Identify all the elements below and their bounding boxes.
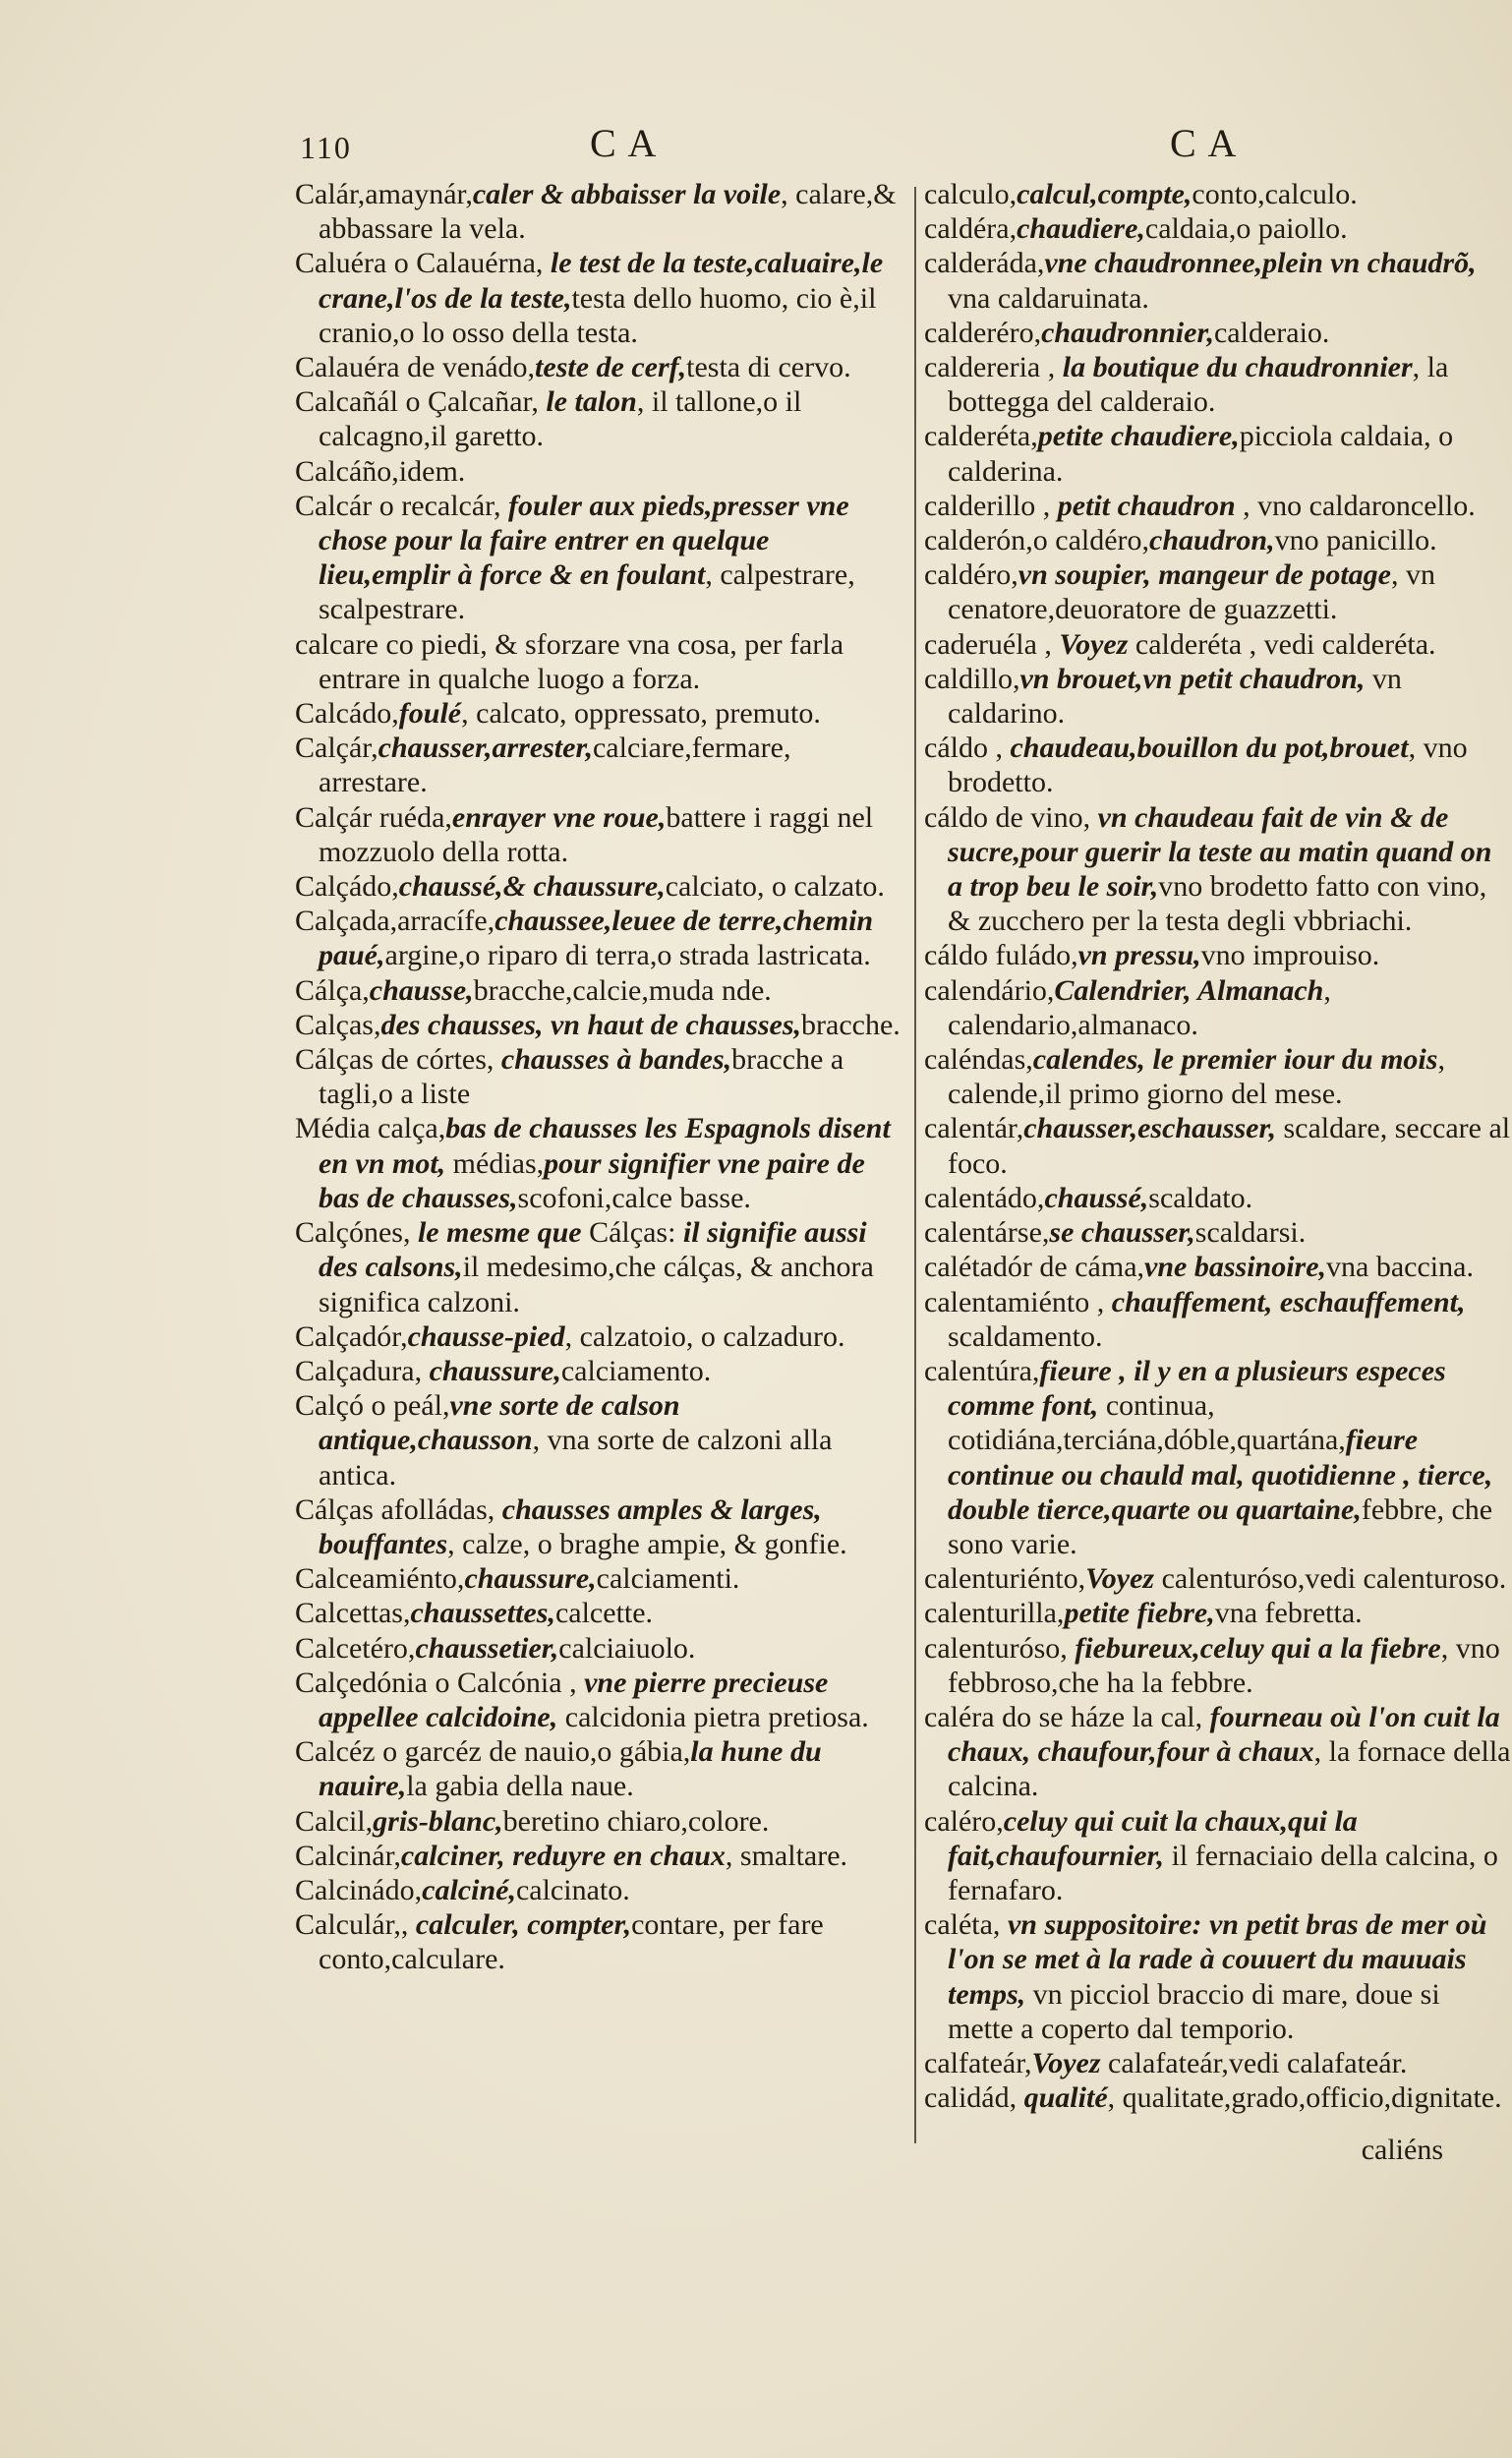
entry-text: , calcato, oppressato, premuto. [461,697,821,731]
entry-text: Calcettas, [295,1597,411,1630]
entry-text: vna caldaruinata. [948,281,1149,315]
dictionary-entry [295,1319,904,1354]
entry-text: , calare,& abbassare la vela. [319,178,897,246]
column-divider [914,187,916,2143]
dictionary-entry [924,557,1512,626]
french-gloss: chaussé, [1044,1181,1149,1214]
dictionary-entry [295,869,904,904]
entry-text: , vn cenatore,deuoratore de guazzetti. [948,558,1435,626]
entry-text: Calçónes, [295,1216,418,1250]
dictionary-entry [924,1631,1512,1700]
entry-text: calciamento. [560,1354,712,1387]
entry-text: calenturiénto, [924,1562,1086,1596]
entry-text: Cálças de córtes, [295,1043,501,1077]
entry-text: calentár, [924,1112,1024,1145]
french-gloss: vne sorte de calson antique,chausson [319,1389,680,1457]
dictionary-entry [295,1907,904,1976]
entry-text: calentúra, [924,1354,1040,1387]
entry-text: calderillo , [924,489,1058,522]
dictionary-entry [924,316,1512,350]
entry-text: scaldato. [1148,1181,1253,1214]
entry-text: caldéra, [924,212,1018,246]
entry-text: , vno caldaroncello. [1235,489,1476,522]
entry-text: scaldarsi. [1194,1216,1307,1250]
entry-text: Calcinádo, [295,1873,423,1906]
entry-text: Calcár o recalcár, [295,489,508,522]
french-gloss: il signifie aussi des calsons, [319,1216,867,1284]
entry-text: scaldare, seccare al foco. [948,1112,1511,1180]
entry-text: Calçedónia o Calcónia , [295,1666,585,1699]
french-gloss: chausse, [369,973,474,1007]
dictionary-entry [295,904,904,972]
entry-text: calidád, [924,2081,1024,2115]
entry-text: caléra do se háze la cal, [924,1700,1210,1733]
running-head-left: C A [590,121,659,165]
dictionary-entry [295,1388,904,1492]
entry-text: calcidonia pietra pretiosa. [557,1700,869,1733]
entry-text: vno panicillo. [1274,524,1437,557]
dictionary-entry [295,177,904,246]
entry-text: calciare,fermare, arrestare. [319,732,791,799]
entry-text: calderaio. [1213,316,1330,349]
entry-text: Calauéra de venádo, [295,351,536,384]
entry-text: caldillo, [924,662,1020,695]
dictionary-entry [295,350,904,384]
french-gloss: chaudeau,bouillon du pot,brouet [1010,732,1409,765]
dictionary-entry [295,1839,904,1873]
french-gloss: le talon [546,385,637,419]
entry-text: caldaia,o paiollo. [1144,212,1348,246]
french-gloss: vne pierre precieuse appellee calcidoine, [319,1666,829,1733]
dictionary-entry [924,973,1512,1042]
entry-text: febbre, che sono varie. [948,1492,1493,1560]
french-gloss: celuy qui cuit la chaux,qui la fait,chaufournier, [948,1804,1358,1872]
entry-text: Calçár ruéda, [295,800,452,834]
dictionary-entry [924,177,1512,211]
french-gloss: gris-blanc, [373,1804,503,1838]
french-gloss: fiebureux,celuy qui a la fiebre [1075,1631,1441,1665]
dictionary-entry [924,419,1512,488]
french-gloss: petite fiebre, [1064,1597,1215,1630]
french-gloss: la boutique du chaudronnier [1062,351,1413,384]
entry-text: il fernaciaio della calcina, o fernafaro. [948,1839,1498,1906]
french-gloss: petit chaudron [1057,489,1236,522]
entry-text: , la fornace della calcina. [948,1735,1511,1803]
french-gloss: vne bassinoire, [1144,1251,1327,1284]
french-gloss: qualité [1023,2081,1108,2115]
running-head-right: C A [1170,121,1239,165]
left-column [295,177,904,1977]
french-gloss: chausses à bandes, [500,1043,732,1077]
dictionary-entry [295,1008,904,1042]
entry-text: calderéro, [924,316,1042,349]
entry-text: calafateár,vedi calafateár. [1100,2046,1408,2079]
dictionary-entry [924,1285,1512,1354]
dictionary-entry [924,1907,1512,2046]
entry-text: vna baccina. [1326,1251,1474,1284]
dictionary-entry [295,1666,904,1734]
entry-text: Calçó o peál, [295,1389,450,1423]
entry-text: calétadór de cáma, [924,1251,1145,1284]
entry-text: testa dello huomo, cio è,il cranio,o lo osso della testa. [319,281,877,349]
entry-text: , vna sorte de calzoni alla antica. [319,1424,833,1492]
dictionary-entry [924,938,1512,972]
entry-text: calculo, [924,178,1018,210]
french-gloss: se chausser, [1049,1216,1195,1250]
french-gloss: vn chaudeau fait de vin & de sucre,pour guerir la teste au matin quand on a trop beu le soir, [948,800,1492,904]
entry-text: Calcañál o Çalcañar, [295,385,547,419]
entry-text: battere i raggi nel mozzuolo della rotta. [319,800,874,868]
entry-text: cáldo fuládo, [924,939,1078,972]
dictionary-entry [924,523,1512,557]
entry-text: la gabia della naue. [406,1770,634,1803]
dictionary-entry [924,1181,1512,1215]
entry-text: Cálças afolládas, [295,1492,502,1526]
french-gloss: Voyez [1059,627,1129,661]
entry-text: conto,calculo. [1192,178,1358,210]
entry-text: Calcéz o garcéz de nauio,o gábia, [295,1735,691,1769]
entry-text: calderéta, [924,420,1038,453]
french-gloss: la hune du nauire, [319,1735,822,1803]
entry-text: calcette. [554,1597,654,1630]
right-column [924,177,1512,2115]
entry-text: caléndas, [924,1043,1033,1077]
entry-text: cáldo de vino, [924,800,1098,834]
dictionary-entry [924,2080,1512,2115]
entry-text: bracche. [801,1008,901,1041]
french-gloss: chausser,arrester, [378,732,593,765]
entry-text: Calcil, [295,1804,374,1838]
entry-text: caldéro, [924,558,1018,592]
french-gloss: chaudiere, [1017,212,1145,246]
entry-text: contare, per fare conto,calculare. [319,1908,824,1976]
french-gloss: petite chaudiere, [1037,420,1240,453]
entry-text: calenturóso,vedi calenturoso. [1154,1562,1507,1596]
dictionary-entry [924,800,1512,939]
dictionary-entry [295,1042,904,1111]
french-gloss: calcul,compte, [1017,178,1192,210]
entry-text: , qualitate,grado,officio,dignitate. [1107,2081,1502,2115]
french-gloss: chausse-pied [407,1319,565,1353]
entry-text: , calendario,almanaco. [948,973,1331,1041]
dictionary-entry [295,627,904,696]
entry-text: beretino chiaro,colore. [502,1804,770,1838]
dictionary-entry [295,246,904,350]
french-gloss: vn suppositoire: vn petit bras de mer où l'on se met à la rade à couuert du mauuais temps, [948,1908,1487,2011]
entry-text: Calár,amaynár, [295,178,473,210]
french-gloss: chaussure, [464,1562,597,1596]
entry-text: cáldo , [924,732,1011,765]
entry-text: calentárse, [924,1216,1050,1250]
entry-text: argine,o riparo di terra,o strada lastricata. [384,939,871,972]
entry-text: calciamenti. [596,1562,740,1596]
french-gloss: calendes, le premier iour du mois [1032,1043,1438,1077]
dictionary-entry [295,489,904,627]
dictionary-entry [924,627,1512,662]
dictionary-entry [924,350,1512,419]
entry-text: calderáda, [924,247,1045,280]
entry-text: , calende,il primo giorno del mese. [948,1043,1445,1111]
entry-text: Cálça, [295,973,370,1007]
dictionary-entry [295,696,904,731]
entry-text: vna febretta. [1214,1597,1363,1630]
entry-text: Média calça, [295,1112,446,1145]
dictionary-entry [295,1354,904,1388]
entry-text: Calculár,, [295,1908,416,1942]
french-gloss: Voyez [1085,1562,1155,1596]
french-gloss: caler & abbaisser la voile [472,178,782,210]
french-gloss: chauffement, eschauffement, [1111,1285,1466,1318]
dictionary-entry [924,1250,1512,1284]
entry-text: Calcetéro, [295,1631,416,1665]
french-gloss: fouler aux pieds,presser vne chose pour la faire entrer en quelque lieu,emplir à force & en foulant [319,489,849,592]
french-gloss: calciner, reduyre en chaux [400,1839,726,1872]
dictionary-entry [924,2046,1512,2080]
catchword: caliéns [1361,2134,1443,2166]
dictionary-entry [295,1111,904,1215]
entry-text: , smaltare. [725,1839,848,1872]
dictionary-entry [924,1042,1512,1111]
dictionary-entry [924,246,1512,315]
french-gloss: vn brouet,vn petit chaudron, [1019,662,1366,695]
entry-text: caléro, [924,1804,1004,1838]
french-gloss: vn pressu, [1077,939,1201,972]
french-gloss: chausses amples & larges, bouffantes [319,1492,822,1560]
dictionary-entry [295,731,904,799]
french-gloss: des chausses, vn haut de chausses, [380,1008,802,1041]
french-gloss: calciné, [422,1873,516,1906]
dictionary-entry [924,1561,1512,1596]
entry-text: caléta, [924,1908,1008,1942]
dictionary-entry [295,1215,904,1319]
entry-text: picciola caldaia, o calderina. [948,420,1454,488]
french-gloss: le test de la teste,caluaire,le crane,l'os de la teste, [319,247,884,315]
entry-text: calcinato. [515,1873,630,1906]
dictionary-entry [924,1700,1512,1804]
entry-text: testa di cervo. [686,351,851,384]
entry-text: bracche,calcie,muda nde. [473,973,772,1007]
french-gloss: vne chaudronnee,plein vn chaudrõ, [1044,247,1477,280]
dictionary-entry [924,662,1512,731]
entry-text: bracche a tagli,o a liste [319,1043,844,1111]
french-gloss: chausser,eschausser, [1023,1112,1276,1145]
dictionary-entry [924,1111,1512,1180]
dictionary-entry [924,1354,1512,1561]
entry-text: Calcáño,idem. [295,454,466,488]
dictionary-entry [295,454,904,489]
entry-text: Calçadura, [295,1354,430,1387]
dictionary-entry [924,1215,1512,1250]
entry-text: Calçada,arracífe, [295,905,495,938]
french-gloss: fieure , il y en a plusieurs especes comme font, [948,1354,1446,1423]
french-gloss: teste de cerf, [535,351,687,384]
dictionary-entry [295,1596,904,1630]
entry-text: calentamiénto , [924,1285,1112,1318]
entry-text: Caluéra o Calauérna, [295,247,551,280]
entry-text: calfateár, [924,2046,1032,2079]
french-gloss: enrayer vne roue, [451,800,667,834]
french-gloss: Voyez [1031,2046,1101,2079]
entry-text: , calzatoio, o calzaduro. [564,1319,845,1353]
french-gloss: foulé [398,697,462,731]
entry-text: calciato, o calzato. [665,870,885,904]
entry-text: Calçadór, [295,1319,408,1353]
page-number: 110 [300,130,352,165]
dictionary-entry [295,1561,904,1596]
french-gloss: chaussé,& chaussure, [398,870,666,904]
dictionary-entry [295,1804,904,1839]
entry-text: continua, cotidiána,terciána,dóble,quartána, [948,1389,1346,1457]
entry-text: calderón,o caldéro, [924,524,1150,557]
entry-text: , vno febbroso,che ha la febbre. [948,1631,1500,1699]
entry-text: Calcádo, [295,697,399,731]
dictionary-entry [295,800,904,869]
dictionary-entry [924,211,1512,246]
french-gloss: calculer, compter, [415,1908,632,1942]
entry-text: , calpestrare, scalpestrare. [319,558,855,626]
french-gloss: fieure continue ou chauld mal, quotidienne , tierce, double tierce,quarte ou quartaine, [948,1424,1493,1526]
dictionary-entry [295,1873,904,1907]
dictionary-entry [924,1804,1512,1908]
french-gloss: chaussetier, [415,1631,559,1665]
entry-text: il medesimo,che cálças, & anchora significa calzoni. [319,1251,874,1318]
french-gloss: bas de chausses les Espagnols disent en vn mot, [319,1112,891,1180]
french-gloss: chaussee,leuee de terre,chemin paué, [319,905,874,972]
entry-text: Calças, [295,1008,381,1041]
entry-text: caderuéla , [924,627,1060,661]
french-gloss: Calendrier, Almanach [1054,973,1324,1007]
french-gloss: vn soupier, mangeur de potage [1018,558,1391,592]
entry-text: caldereria , [924,351,1063,384]
french-gloss: pour signifier vne paire de bas de chausses, [319,1146,865,1214]
dictionary-entry [924,731,1512,799]
entry-text: Cálças: [581,1216,683,1250]
dictionary-entry [295,1734,904,1803]
entry-text: vno improuiso. [1200,939,1380,972]
entry-text: scofoni,calce basse. [517,1181,751,1214]
entry-text: , la bottegga del calderaio. [948,351,1449,419]
entry-text: Calçádo, [295,870,399,904]
entry-text: , calze, o braghe ampie, & gonfie. [447,1527,847,1560]
entry-text: vn picciol braccio di mare, doue si mette a coperto dal temporio. [948,1977,1440,2045]
entry-text: , vno brodetto. [948,732,1468,799]
entry-text: calderéta , vedi calderéta. [1128,627,1436,661]
entry-text: Calçár, [295,732,378,765]
dictionary-entry [295,384,904,453]
french-gloss: chaudronnier, [1041,316,1214,349]
entry-text: calendário, [924,973,1055,1007]
entry-text: vno brodetto fatto con vino, & zucchero per la testa degli vbbriachi. [948,870,1487,938]
entry-text: médias, [445,1146,545,1180]
entry-text: scaldamento. [948,1319,1103,1353]
french-gloss: chaussure, [429,1354,561,1387]
entry-text: calciaiuolo. [558,1631,696,1665]
entry-text: , il tallone,o il calcagno,il garetto. [319,385,802,453]
entry-text: Calceamiénto, [295,1562,465,1596]
entry-text: vn caldarino. [948,662,1402,731]
french-gloss: chaudron, [1149,524,1275,557]
dictionary-entry [924,1596,1512,1630]
entry-text: calenturóso, [924,1631,1076,1665]
french-gloss: le mesme que [417,1216,582,1250]
french-gloss: fourneau où l'on cuit la chaux, chaufour,four à chaux [948,1700,1500,1769]
dictionary-entry [295,973,904,1008]
dictionary-entry [295,1631,904,1666]
french-gloss: chaussettes, [410,1597,555,1630]
dictionary-entry [924,489,1512,523]
dictionary-entry [295,1492,904,1561]
entry-text: calenturilla, [924,1597,1065,1630]
entry-text: calentádo, [924,1181,1045,1214]
entry-text: calcare co piedi, & sforzare vna cosa, per farla entrare in qualche luogo a forza. [295,627,844,695]
entry-text: Calcinár, [295,1839,401,1872]
